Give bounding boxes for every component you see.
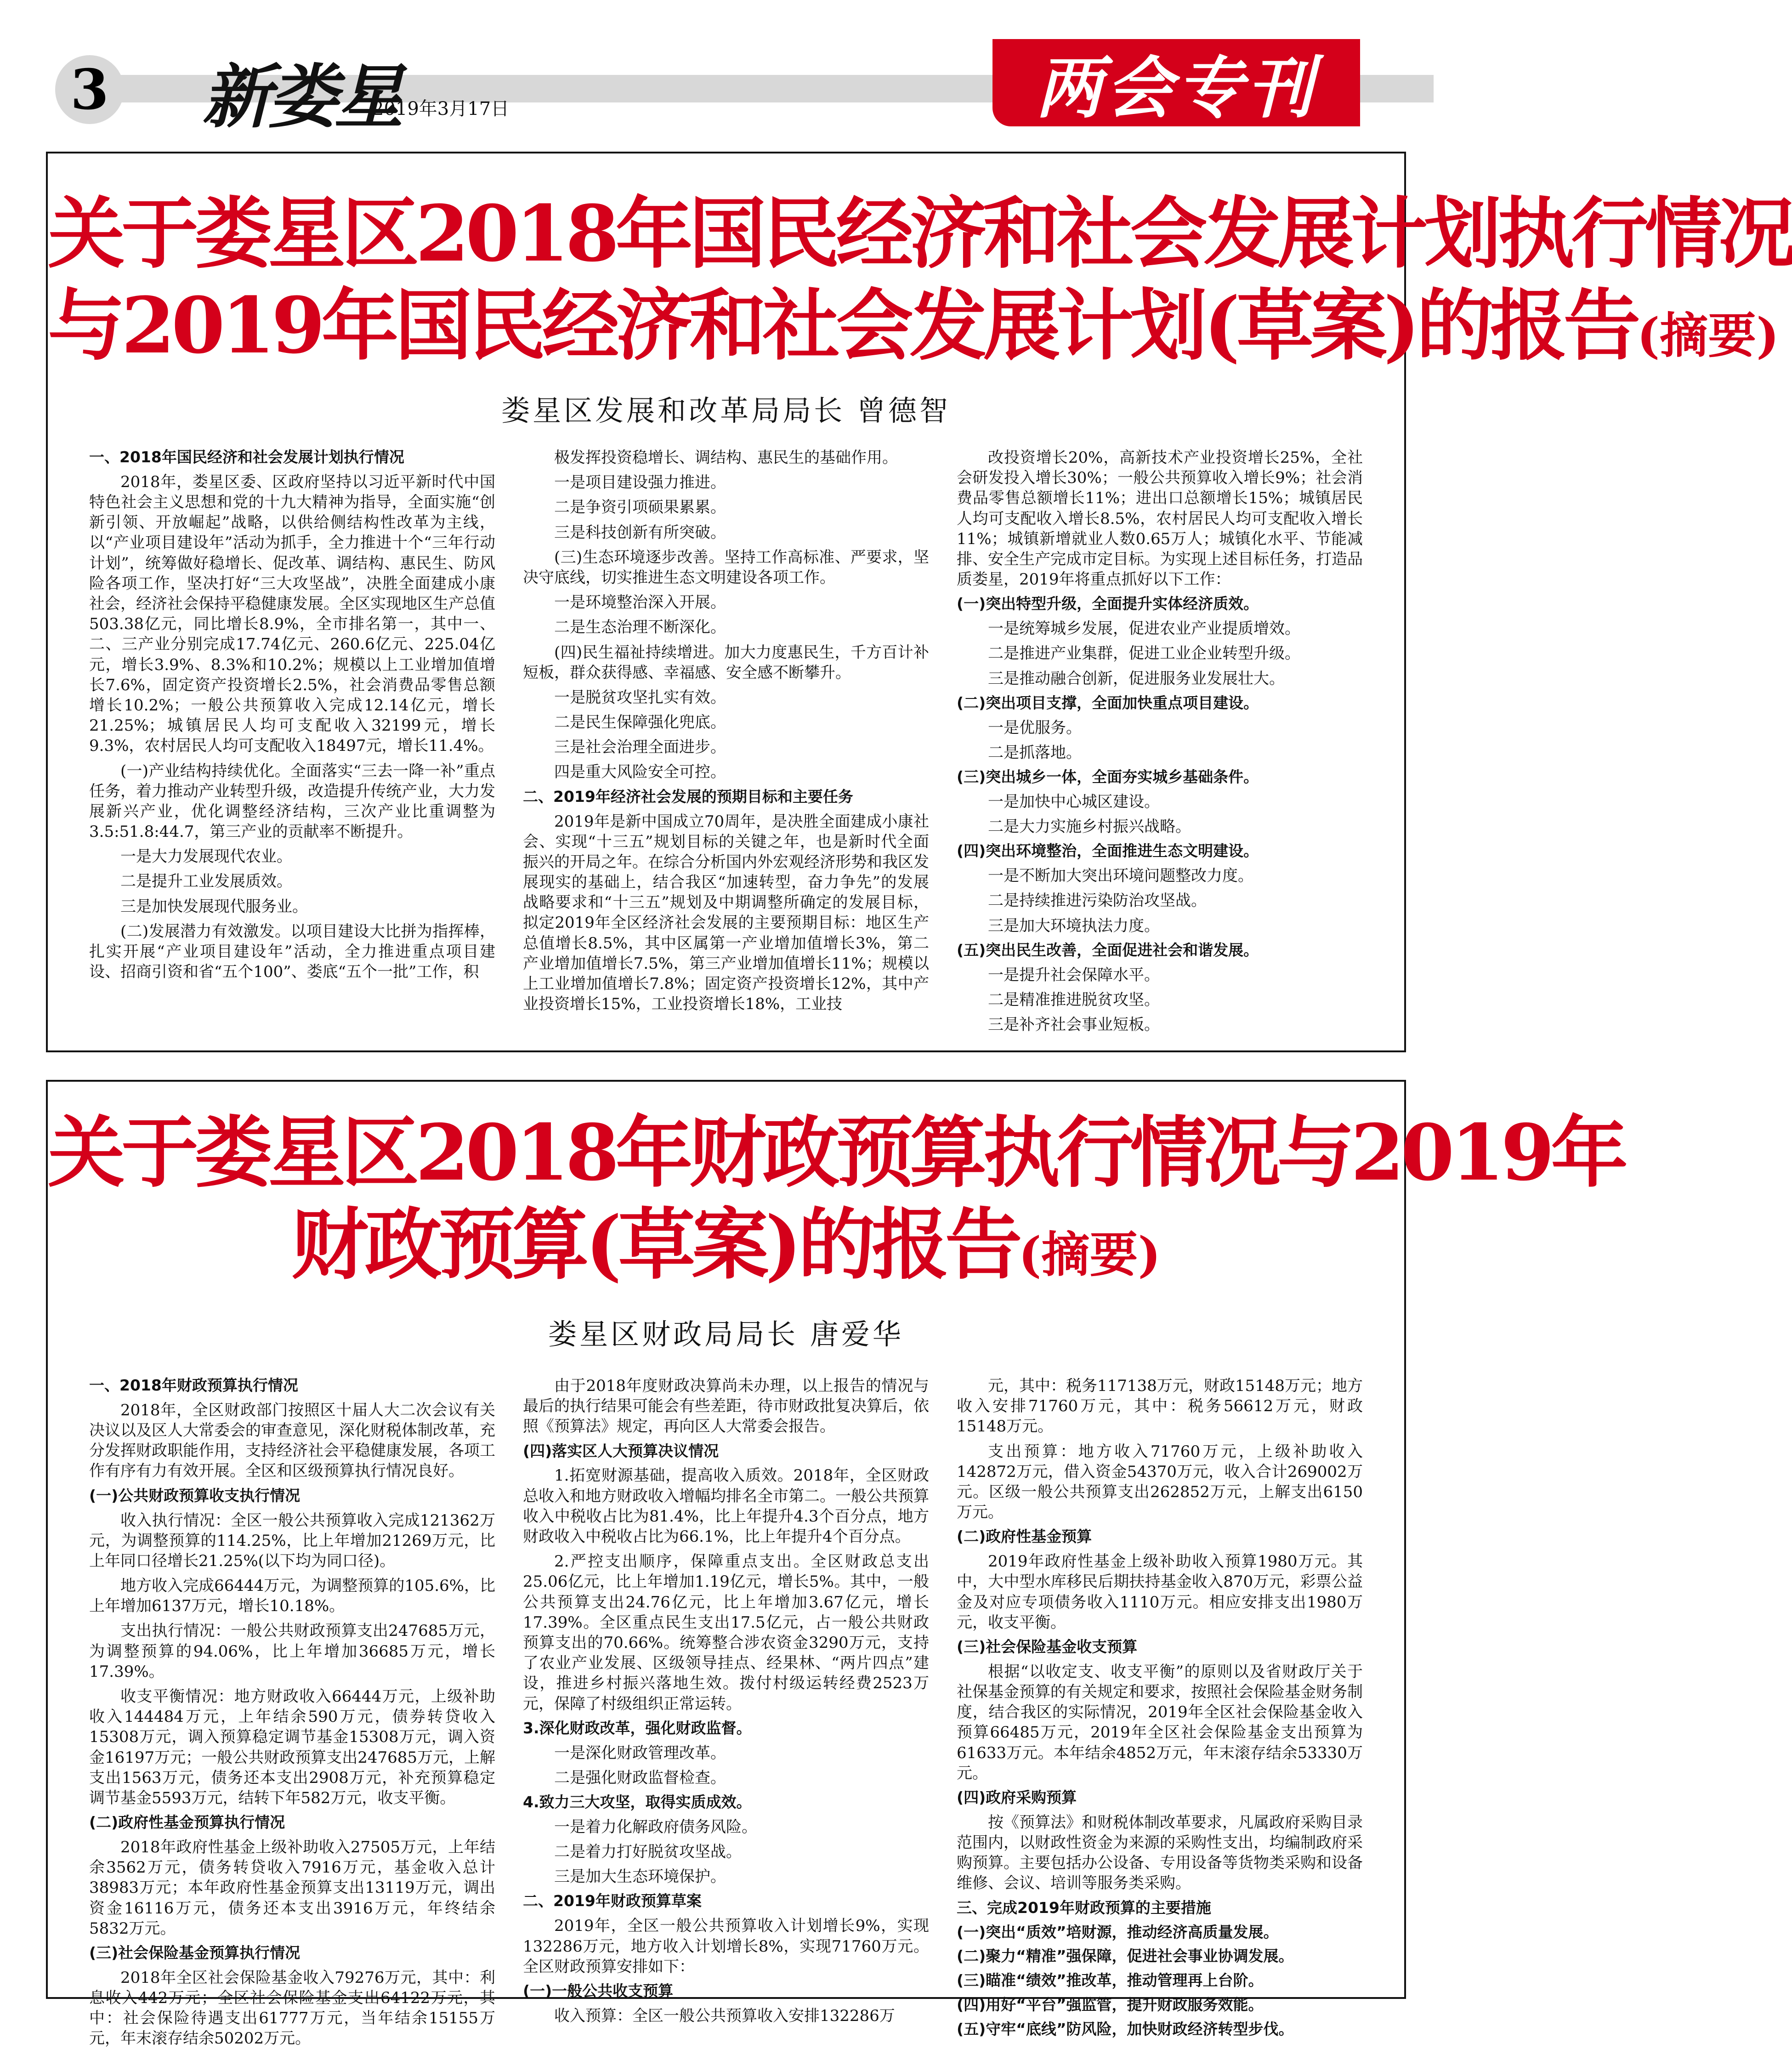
- paragraph: 二是着力打好脱贫攻坚战。: [554, 1843, 742, 1862]
- paragraph: 二是强化财政监督检查。: [554, 1768, 726, 1787]
- section-heading: (一)突出特型升级，全面提升实体经济质效。: [957, 595, 1259, 613]
- section-heading: (四)突出环境整治，全面推进生态文明建设。: [957, 842, 1259, 860]
- article-title-line2-text: 与2019年国民经济和社会发展计划(草案)的报告: [48, 280, 1637, 371]
- paragraph: 三是加快发展现代服务业。: [120, 897, 308, 916]
- article-title-line2: [48, 1199, 1404, 1290]
- article-title-suffix: (摘要): [1637, 307, 1779, 364]
- section-heading: (三)社会保险基金预算执行情况: [89, 1943, 301, 1962]
- column-3: [957, 1376, 1363, 2038]
- paragraph: 2.严控支出顺序，保障重点支出。全区财政总支出25.06亿元，比上年增加1.19亿元，增长5%。其中，一般公共预算支出24.76亿元，比上年增加3.67亿元，增长17.39%。全区重点民生支出17.5亿元，占一般公共财政预算支出的70.66%。统筹整合涉农资金3290万元，支持了农业产业发展、区级领导挂点、经果林、“两片四点”建设，推进乡村振兴落地生效。拨付村级运转经费2523万元，保障了村级组织正常运转。: [523, 1552, 929, 1713]
- section-heading: 4.致力三大攻坚，取得实质成效。: [523, 1793, 752, 1811]
- section-heading: 三、完成2019年财政预算的主要措施: [957, 1898, 1211, 1917]
- paragraph: (三)生态环境逐步改善。坚持工作高标准、严要求，坚决守底线，切实推进生态文明建设各项工作。: [523, 548, 929, 587]
- section-heading: (五)突出民生改善，全面促进社会和谐发展。: [957, 941, 1259, 959]
- section-heading: (二)政府性基金预算: [957, 1527, 1092, 1546]
- section-heading: (二)聚力“精准”强保障，促进社会事业协调发展。: [957, 1947, 1294, 1965]
- paragraph: 一是加快中心城区建设。: [988, 792, 1160, 811]
- paragraph: 支出预算：地方收入71760万元，上级补助收入142872万元，借入资金54370万元，收入合计269002万元。区级一般公共预算支出262852万元，上解支出6150万元。: [957, 1442, 1363, 1522]
- section-heading: (一)突出“质效”培财源，推动经济高质量发展。: [957, 1923, 1279, 1941]
- article-byline: 娄星区发展和改革局局长 曾德智: [501, 394, 951, 427]
- article-title-line2-text: 财政预算(草案)的报告: [291, 1199, 1019, 1290]
- section-heading: (四)用好“平台”强监管，提升财政服务效能。: [957, 1996, 1264, 2014]
- paragraph: 二是生态治理不断深化。: [554, 618, 726, 637]
- article-byline: 娄星区财政局局长 唐爱华: [548, 1317, 904, 1351]
- paragraph: 一是提升社会保障水平。: [988, 965, 1160, 984]
- paragraph: 二是推进产业集群，促进工业企业转型升级。: [988, 644, 1300, 663]
- column-3: [957, 448, 1363, 1034]
- paragraph: (四)民生福祉持续增进。加大力度惠民生，千方百计补短板，群众获得感、幸福感、安全感不断攀升。: [523, 643, 929, 682]
- paragraph: 一是优服务。: [988, 718, 1082, 737]
- article-budget-report: [46, 1080, 1625, 2048]
- paragraph: 一是脱贫攻坚扎实有效。: [554, 688, 726, 707]
- section-heading: (三)瞄准“绩效”推改革，推动管理再上台阶。: [957, 1971, 1264, 1990]
- paragraph: 一是统筹城乡发展，促进农业产业提质增效。: [988, 619, 1300, 638]
- paragraph: 2019年，全区一般公共预算收入计划增长9%，实现132286万元，地方收入计划增长8%，实现71760万元。全区财政预算安排如下：: [523, 1917, 929, 1976]
- section-heading: (二)突出项目支撑，全面加快重点项目建设。: [957, 693, 1259, 712]
- paragraph: 二是提升工业发展质效。: [120, 872, 292, 891]
- article-title-line1: 关于娄星区2018年财政预算执行情况与2019年: [48, 1107, 1625, 1198]
- article-title-line2: [48, 280, 1779, 371]
- paragraph: 二是持续推进污染防治攻坚战。: [988, 891, 1207, 910]
- paragraph: (二)发展潜力有效激发。以项目建设大比拼为指挥棒，扎实开展“产业项目建设年”活动，全力推进重点项目建设、招商引资和省“五个100”、娄底“五个一批”工作，积: [89, 922, 495, 982]
- section-label: 两会专刊: [992, 39, 1360, 126]
- paragraph: 二是争资引项硕果累累。: [554, 498, 726, 517]
- paragraph: 2019年政府性基金上级补助收入预算1980万元。其中，大中型水库移民后期扶持基金收入870万元，彩票公益金及对应专项债务收入1110万元。相应安排支出1980万元，收支平衡。: [957, 1552, 1363, 1632]
- paragraph: 三是补齐社会事业短板。: [988, 1016, 1160, 1034]
- section-heading: (四)落实区人大预算决议情况: [523, 1442, 719, 1460]
- paragraph: 2019年是新中国成立70周年，是决胜全面建成小康社会、实现“十三五”规划目标的关键之年，也是新时代全面振兴的开局之年。在综合分析国内外宏观经济形势和我区发展现实的基础上，结合我区“加速转型，奋力争先”的发展战略要求和“十三五”规划及中期调整所确定的发展目标，拟定2019年全区经济社会发展的主要预期目标：地区生产总值增长8.5%，其中区属第一产业增加值增长3%，第二产业增加值增长7.5%，第三产业增加值增长11%；规模以上工业增加值增长7.8%；固定资产投资增长12%，其中产业投资增长15%，工业投资增长18%，工业技: [523, 812, 929, 1014]
- paragraph: 根据“以收定支、收支平衡”的原则以及省财政厅关于社保基金预算的有关规定和要求，按照社会保险基金财务制度，结合我区的实际情况，2019年全区社会保险基金收入预算66485万元，2019年全区社会保险基金支出预算为61633万元。本年结余4852万元，年末滚存结余53330万元。: [957, 1662, 1363, 1782]
- section-heading: (三)社会保险基金收支预算: [957, 1637, 1138, 1656]
- paragraph: 按《预算法》和财税体制改革要求，凡属政府采购目录范围内，以财政性资金为来源的采购性支出，均编制政府采购预算。主要包括办公设备、专用设备等货物类采购和设备维修、会议、培训等服务类采购。: [957, 1813, 1363, 1893]
- paragraph: 地方收入完成66444万元，为调整预算的105.6%，比上年增加6137万元，增长10.18%。: [89, 1577, 495, 1616]
- paragraph: 收入执行情况：全区一般公共预算收入完成121362万元，为调整预算的114.25%，比上年增加21269万元，比上年同口径增长21.25%(以下均为同口径)。: [89, 1511, 495, 1570]
- paragraph: 一是着力化解政府债务风险。: [554, 1817, 757, 1836]
- section-heading: 二、2019年经济社会发展的预期目标和主要任务: [523, 787, 853, 806]
- paragraph: 一是项目建设强力推进。: [554, 473, 726, 492]
- paragraph: 一是深化财政管理改革。: [554, 1743, 726, 1762]
- paragraph: 二是抓落地。: [988, 743, 1082, 762]
- paragraph: 四是重大风险安全可控。: [554, 763, 726, 782]
- paragraph: 2018年全区社会保险基金收入79276万元，其中：利息收入442万元；全区社会保险基金支出64122万元，其中：社会保险待遇支出61777万元，当年结余15155万元，年末滚存结余50202万元。: [89, 1968, 495, 2048]
- issue-date: 2019年3月17日: [372, 98, 510, 119]
- paragraph: 一是不断加大突出环境问题整改力度。: [988, 867, 1253, 885]
- page-number: 3: [70, 57, 109, 122]
- page-number-badge: [55, 55, 124, 124]
- paragraph: 三是加大环境执法力度。: [988, 916, 1160, 935]
- paragraph: 三是社会治理全面进步。: [554, 738, 726, 757]
- paragraph: 1.拓宽财源基础，提高收入质效。2018年，全区财政总收入和地方财政收入增幅均排名全市第二。一般公共预算收入中税收占比为81.4%，比上年提升4.3个百分点，地方财政收入中税收占比为66.1%，比上年提升4个百分点。: [523, 1466, 929, 1546]
- section-heading: (一)公共财政预算收支执行情况: [89, 1486, 301, 1504]
- masthead: [0, 0, 1411, 137]
- column-2: [523, 448, 929, 1023]
- section-heading: 3.深化财政改革，强化财政监督。: [523, 1719, 752, 1737]
- article-economic-plan: [46, 152, 1792, 1052]
- article-title-suffix: (摘要): [1018, 1226, 1161, 1283]
- section-heading: (五)守牢“底线”防风险，加快财政经济转型步伐。: [957, 2020, 1294, 2038]
- section-heading: (三)突出城乡一体，全面夯实城乡基础条件。: [957, 768, 1259, 786]
- paragraph: (一)产业结构持续优化。全面落实“三去一降一补”重点任务，着力推动产业转型升级，改造提升传统产业，大力发展新兴产业，优化调整经济结构，三次产业比重调整为3.5:51.8:44.7，第三产业的贡献率不断提升。: [89, 761, 495, 841]
- article-columns: [89, 1376, 1363, 2048]
- paragraph: 元，其中：税务117138万元，财政15148万元；地方收入安排71760万元，其中：税务56612万元，财政15148万元。: [957, 1377, 1363, 1436]
- paper-name: 新娄星: [202, 57, 401, 137]
- paragraph: 2018年政府性基金上级补助收入27505万元，上年结余3562万元，债务转贷收入7916万元，基金收入总计38983万元；本年政府性基金预算支出13119万元，调出资金16116万元，债务还本支出3916万元，年终结余5832万元。: [89, 1838, 495, 1938]
- section-heading: 二、2019年财政预算草案: [523, 1892, 702, 1910]
- paragraph: 收入预算：全区一般公共预算收入安排132286万: [554, 2006, 895, 2025]
- paragraph: 二是精准推进脱贫攻坚。: [988, 990, 1160, 1009]
- paragraph: 二是民生保障强化兜底。: [554, 713, 726, 732]
- section-heading: (二)政府性基金预算执行情况: [89, 1813, 285, 1832]
- column-1: [89, 448, 495, 1023]
- paragraph: 三是加大生态环境保护。: [554, 1867, 726, 1886]
- column-1: [89, 1376, 495, 2048]
- paragraph: 2018年，全区财政部门按照区十届人大二次会议有关决议以及区人大常委会的审查意见，深化财税体制改革，充分发挥财政职能作用，支持经济社会平稳健康发展，各项工作有序有力有效开展。全区和区级预算执行情况良好。: [89, 1401, 495, 1481]
- paragraph: 支出执行情况：一般公共财政预算支出247685万元，为调整预算的94.06%，比上年增加36685万元，增长17.39%。: [89, 1622, 495, 1681]
- paragraph: 一是大力发展现代农业。: [120, 847, 292, 866]
- paragraph: 极发挥投资稳增长、调结构、惠民生的基础作用。: [554, 448, 898, 467]
- paragraph: 2018年，娄星区委、区政府坚持以习近平新时代中国特色社会主义思想和党的十九大精神为指导，全面实施“创新引领、开放崛起”战略，以供给侧结构性改革为主线，以“产业项目建设年”活动为抓手，全力推进十个“三年行动计划”，统筹做好稳增长、促改革、调结构、惠民生、防风险各项工作，坚决打好“三大攻坚战”，决胜全面建成小康社会，经济社会保持平稳健康发展。全区实现地区生产总值503.38亿元，同比增长8.9%，全市排名第一，其中一、二、三产业分别完成17.74亿元、260.6亿元、225.04亿元，增长3.9%、8.3%和10.2%；规模以上工业增加值增长7.6%，固定资产投资增长2.5%，社会消费品零售总额增长10.2%；一般公共预算收入完成12.14亿元，增长21.25%；城镇居民人均可支配收入32199元，增长9.3%，农村居民人均可支配收入18497元，增长11.4%。: [89, 472, 495, 755]
- paragraph: 三是科技创新有所突破。: [554, 523, 726, 542]
- section-heading: 一、2018年国民经济和社会发展计划执行情况: [89, 448, 404, 466]
- paragraph: 改投资增长20%，高新技术产业投资增长25%，全社会研发投入增长30%；一般公共预算收入增长9%；社会消费品零售总额增长11%；进出口总额增长15%；城镇居民人均可支配收入增长8.5%，农村居民人均可支配收入增长11%；城镇新增就业人数0.65万人；城镇化水平、节能减排、安全生产完成市定目标。为实现上述目标任务，打造品质娄星，2019年将重点抓好以下工作：: [957, 448, 1363, 589]
- paragraph: 收支平衡情况：地方财政收入66444万元，上级补助收入144484万元，上年结余590万元，债券转贷收入15308万元，调入预算稳定调节基金15308万元，调入资金16197万元；一般公共财政预算支出247685万元，上解支出1563万元，债务还本支出2908万元，补充预算稳定调节基金5593万元，结转下年582万元，收支平衡。: [89, 1687, 495, 1807]
- column-2: [523, 1376, 929, 2025]
- paragraph: 一是环境整治深入开展。: [554, 593, 726, 612]
- article-columns: [89, 448, 1363, 1034]
- paragraph: 三是推动融合创新，促进服务业发展壮大。: [988, 669, 1285, 688]
- paragraph: 由于2018年度财政决算尚未办理，以上报告的情况与最后的执行结果可能会有些差距，待市财政批复决算后，依照《预算法》规定，再向区人大常委会报告。: [523, 1377, 929, 1436]
- section-heading: 一、2018年财政预算执行情况: [89, 1376, 298, 1394]
- section-heading: (四)政府采购预算: [957, 1788, 1077, 1806]
- section-heading: (一)一般公共收支预算: [523, 1981, 674, 2000]
- paragraph: 二是大力实施乡村振兴战略。: [988, 817, 1191, 836]
- article-title-line1: 关于娄星区2018年国民经济和社会发展计划执行情况: [48, 188, 1792, 279]
